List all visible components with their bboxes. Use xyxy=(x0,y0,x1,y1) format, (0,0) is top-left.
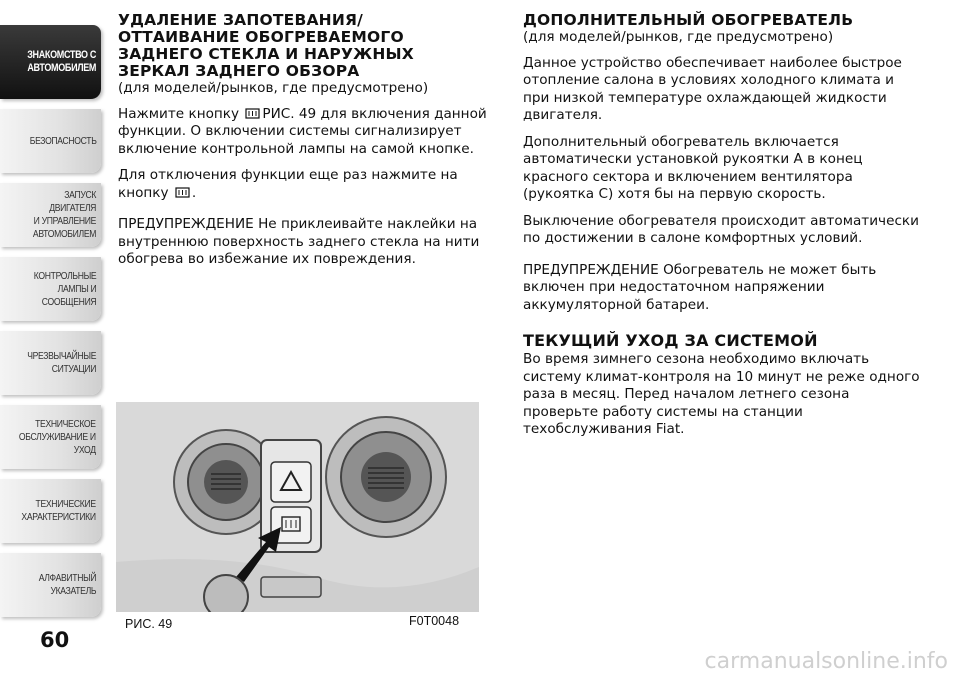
tab-label: БЕЗОПАСНОСТЬ xyxy=(29,134,97,147)
figure-code: F0T0048 xyxy=(409,614,460,628)
section-heading: УДАЛЕНИЕ ЗАПОТЕВАНИЯ/ ОТТАИВАНИЕ ОБОГРЕВАЕМОГО ЗАДНЕГО СТЕКЛА И НАРУЖНЫХ ЗЕРКАЛ ЗАДНЕГО ОБЗОРА xyxy=(118,11,414,80)
rear-defrost-icon xyxy=(245,107,260,120)
section-heading: ТЕКУЩИЙ УХОД ЗА СИСТЕМОЙ xyxy=(523,331,818,350)
tab-label: ТЕХНИЧЕСКОЕ ОБСЛУЖИВАНИЕ И УХОД xyxy=(19,417,97,456)
paragraph: Данное устройство обеспечивает наиболее быстрое отопление салона в условиях холодного климата и при низкой температуре охлаждающей жидкости двигателя. xyxy=(523,54,902,123)
tab-label: АЛФАВИТНЫЙ УКАЗАТЕЛЬ xyxy=(38,572,97,597)
warning-paragraph: ПРЕДУПРЕЖДЕНИЕ Обогреватель не может быть включен при недостаточном напряжении аккумуляторной батареи. xyxy=(523,261,877,313)
page-number: 60 xyxy=(40,628,70,652)
tab-label: ТЕХНИЧЕСКИЕ ХАРАКТЕРИСТИКИ xyxy=(21,498,97,523)
availability-note: (для моделей/рынков, где предусмотрено) xyxy=(523,29,834,45)
tab-maintenance[interactable] xyxy=(0,405,101,469)
paragraph: Нажмите кнопку РИС. 49 для включения данной функции. О включении системы сигнализирует включение контрольной лампы на самой кнопке. xyxy=(118,105,487,157)
figure-caption: РИС. 49 xyxy=(125,617,173,631)
availability-note: (для моделей/рынков, где предусмотрено) xyxy=(118,80,429,96)
tab-label: КОНТРОЛЬНЫЕ ЛАМПЫ И СООБЩЕНИЯ xyxy=(33,269,97,308)
tab-warning-lights[interactable] xyxy=(0,257,101,321)
tab-specifications[interactable] xyxy=(0,479,101,543)
paragraph: Дополнительный обогреватель включается автоматически установкой рукоятки A в конец красного сектора и включением вентилятора (рукоятка C) хотя бы на первую скорость. xyxy=(523,133,863,202)
tab-starting[interactable] xyxy=(0,183,101,247)
tab-label: ЧРЕЗВЫЧАЙНЫЕ СИТУАЦИИ xyxy=(27,350,97,375)
warning-paragraph: ПРЕДУПРЕЖДЕНИЕ Не приклеивайте наклейки на внутреннюю поверхность заднего стекла на нити обогрева во избежание их повреждения. xyxy=(118,216,480,267)
dashboard-illustration xyxy=(116,402,479,612)
section-heading: ДОПОЛНИТЕЛЬНЫЙ ОБОГРЕВАТЕЛЬ xyxy=(523,11,854,29)
left-column xyxy=(118,12,498,278)
chapter-tabs xyxy=(0,25,101,627)
tab-emergencies[interactable] xyxy=(0,331,101,395)
watermark: carmanualsonline.info xyxy=(704,649,948,674)
tab-label: ЗНАКОМСТВО С АВТОМОБИЛЕМ xyxy=(27,49,97,74)
paragraph: Выключение обогревателя происходит автоматически по достижении в салоне комфортных условий. xyxy=(523,212,919,246)
tab-intro[interactable] xyxy=(0,25,101,99)
tab-safety[interactable] xyxy=(0,109,101,173)
tab-label: ЗАПУСК ДВИГАТЕЛЯ И УПРАВЛЕНИЕ АВТОМОБИЛЕМ xyxy=(32,189,97,240)
paragraph: Во время зимнего сезона необходимо включать систему климат-контроля на 10 минут не реже одного раза в месяц. Перед началом летнего сезона проверьте работу системы на станции техобслуживания Fiat. xyxy=(523,351,920,437)
paragraph: Для отключения функции еще раз нажмите на кнопку . xyxy=(118,167,458,201)
tab-index[interactable] xyxy=(0,553,101,617)
dashboard-drawing xyxy=(116,402,479,612)
right-column xyxy=(523,12,923,448)
rear-defrost-icon xyxy=(175,186,190,199)
